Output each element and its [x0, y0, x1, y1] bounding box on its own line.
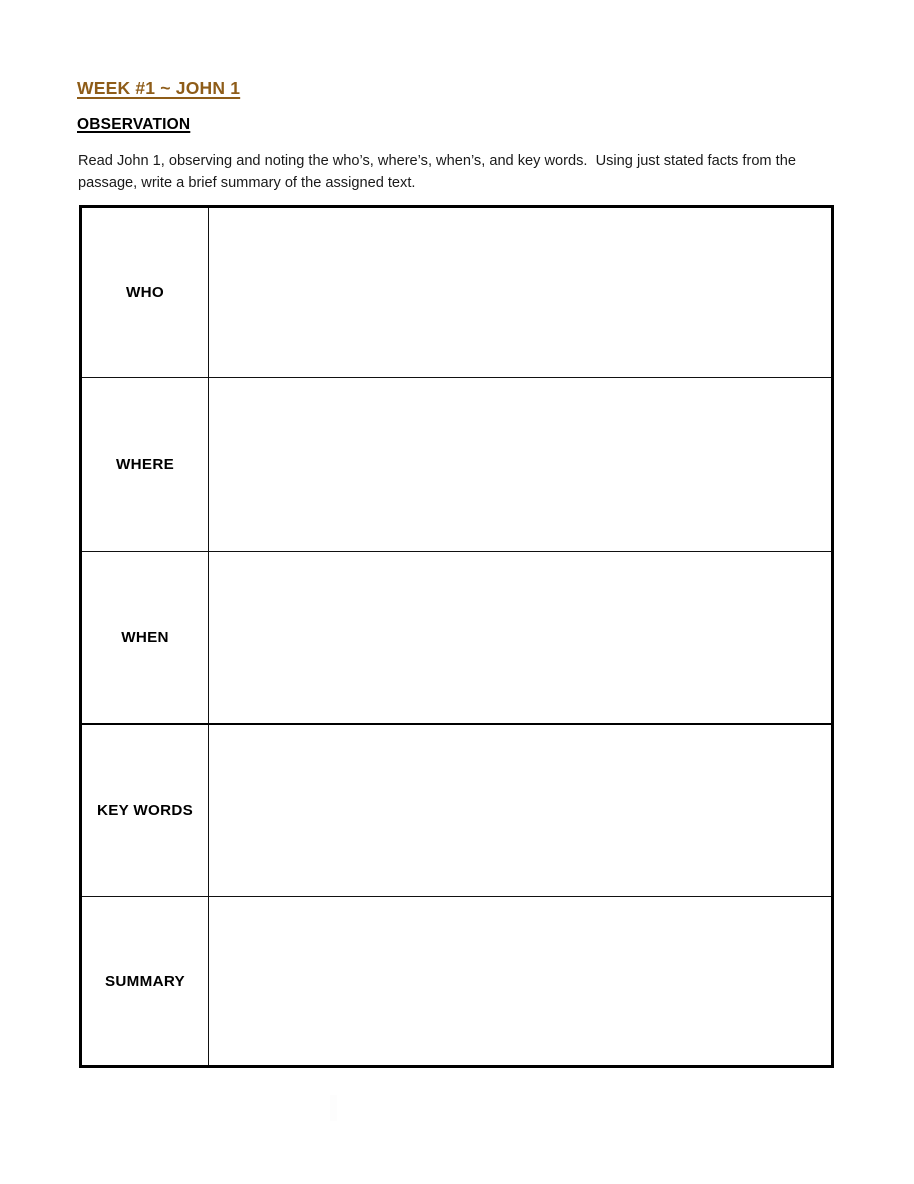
row-answer-field-when[interactable] [209, 552, 831, 723]
page-artifact [330, 1095, 337, 1121]
row-label-key-words: KEY WORDS [96, 802, 194, 819]
table-row [82, 208, 831, 378]
table-row [82, 552, 831, 725]
row-label-cell-key-words [82, 725, 209, 896]
row-label-who: WHO [125, 284, 165, 301]
row-label-cell-who [82, 208, 209, 377]
table-row [82, 725, 831, 897]
section-heading-observation: OBSERVATION [77, 116, 191, 133]
row-answer-field-summary[interactable] [209, 897, 831, 1065]
row-label-cell-when [82, 552, 209, 723]
observation-table [79, 205, 834, 1068]
table-row [82, 897, 831, 1065]
row-label-when: WHEN [121, 629, 169, 646]
row-label-cell-where [82, 378, 209, 551]
instructions-paragraph: Read John 1, observing and noting the who’s, where’s, when’s, and key words. Using just stated facts from the passage, write a brief summary of the assigned text. [78, 153, 800, 191]
row-answer-field-key-words[interactable] [209, 725, 831, 896]
row-answer-field-who[interactable] [209, 208, 831, 377]
page-title: WEEK #1 ~ JOHN 1 [77, 78, 241, 98]
table-row [82, 378, 831, 552]
row-label-where: WHERE [115, 456, 175, 473]
row-label-cell-summary [82, 897, 209, 1065]
row-answer-field-where[interactable] [209, 378, 831, 551]
row-label-summary: SUMMARY [104, 972, 185, 990]
